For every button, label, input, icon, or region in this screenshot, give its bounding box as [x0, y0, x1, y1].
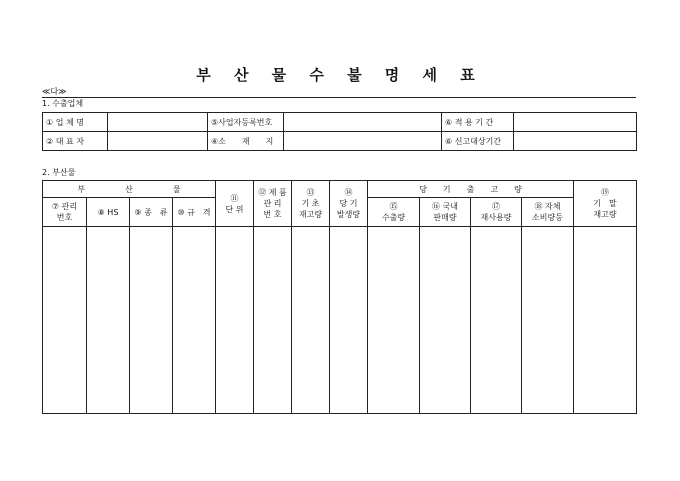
- byproduct-ledger-table: [42, 180, 637, 414]
- self-consumption-header: [522, 198, 574, 227]
- export-label: 수출량: [381, 213, 406, 222]
- closing-line1: 기 말: [593, 199, 617, 208]
- table-row: [43, 132, 637, 151]
- unit-number: ⑪: [230, 193, 239, 203]
- product-mgmt-cell[interactable]: [254, 227, 292, 414]
- opening-stock-cell[interactable]: [292, 227, 330, 414]
- company-name-field[interactable]: [108, 113, 208, 132]
- reuse-header: [471, 198, 522, 227]
- domestic-line1: ⑯ 국내: [432, 202, 458, 211]
- export-cell[interactable]: [368, 227, 420, 414]
- label-location: ④소 재 지: [208, 132, 284, 151]
- label-business-reg-no: ⑤사업자등록번호: [208, 113, 284, 132]
- self-consumption-cell[interactable]: [522, 227, 574, 414]
- export-number: ⑮: [389, 202, 398, 211]
- business-reg-no-field[interactable]: [284, 113, 442, 132]
- closing-number: ⑲: [601, 188, 610, 197]
- top-rule: [42, 97, 636, 98]
- page-title: 부 산 물 수 불 명 세 표: [196, 66, 484, 84]
- section-heading-byproduct: 2. 부산물: [42, 168, 76, 177]
- spec-cell[interactable]: [173, 227, 216, 414]
- page-tag: ≪다≫: [42, 87, 67, 96]
- outflow-header: 당 기 출 고 량: [368, 181, 574, 198]
- self-line2: 소비량등: [532, 213, 563, 222]
- opening-number: ⑬: [306, 188, 315, 197]
- self-line1: ⑱ 자체: [534, 202, 561, 211]
- applicable-period-field[interactable]: [514, 113, 637, 132]
- generated-number: ⑭: [344, 188, 353, 197]
- header-row-1: [43, 181, 637, 198]
- mgmt-no-line1: ⑦ 관리: [51, 202, 78, 211]
- generated-line1: 당 기: [339, 199, 358, 208]
- closing-stock-cell[interactable]: [574, 227, 637, 414]
- kind-cell[interactable]: [130, 227, 173, 414]
- opening-line1: 기 초: [301, 199, 320, 208]
- domestic-sales-header: [420, 198, 471, 227]
- domestic-line2: 판매량: [433, 213, 457, 222]
- table-row: [43, 227, 637, 414]
- generated-cell[interactable]: [330, 227, 368, 414]
- closing-stock-header: [574, 181, 637, 227]
- spec-header: ⑩ 규 격: [173, 198, 216, 227]
- unit-header: [216, 181, 254, 227]
- closing-line2: 재고량: [593, 210, 617, 219]
- label-representative: ② 대 표 자: [43, 132, 108, 151]
- label-applicable-period: ⑥ 적 용 기 간: [442, 113, 514, 132]
- reuse-number: ⑰: [492, 202, 500, 211]
- mgmt-no-line2: 번호: [56, 213, 73, 222]
- mgmt-no-cell[interactable]: [43, 227, 87, 414]
- section-heading-exporter: 1. 수출업체: [42, 99, 84, 108]
- generated-line2: 발생량: [336, 210, 361, 219]
- hs-header: ⑧ HS: [87, 198, 130, 227]
- reuse-cell[interactable]: [471, 227, 522, 414]
- generated-header: [330, 181, 368, 227]
- mgmt-no-header: [43, 198, 87, 227]
- representative-field[interactable]: [108, 132, 208, 151]
- domestic-sales-cell[interactable]: [420, 227, 471, 414]
- opening-line2: 재고량: [298, 210, 323, 219]
- product-mgmt-line3: 번 호: [263, 210, 282, 219]
- opening-stock-header: [292, 181, 330, 227]
- exporter-info-table: [42, 112, 637, 151]
- kind-header: ⑨ 종 류: [130, 198, 173, 227]
- reuse-label: 재사용량: [480, 213, 512, 222]
- location-field[interactable]: [284, 132, 442, 151]
- label-report-period: ⑥ 신고대상기간: [442, 132, 514, 151]
- label-company-name: ① 업 체 명: [43, 113, 108, 132]
- table-row: [43, 113, 637, 132]
- hs-cell[interactable]: [87, 227, 130, 414]
- product-mgmt-header: [254, 181, 292, 227]
- byproduct-header: 부 산 물: [43, 181, 216, 198]
- export-header: [368, 198, 420, 227]
- unit-label: 단 위: [225, 204, 244, 214]
- product-mgmt-line1: ⑫ 제 품: [258, 188, 287, 197]
- unit-cell[interactable]: [216, 227, 254, 414]
- product-mgmt-line2: 관 리: [263, 199, 282, 208]
- report-period-field[interactable]: [514, 132, 637, 151]
